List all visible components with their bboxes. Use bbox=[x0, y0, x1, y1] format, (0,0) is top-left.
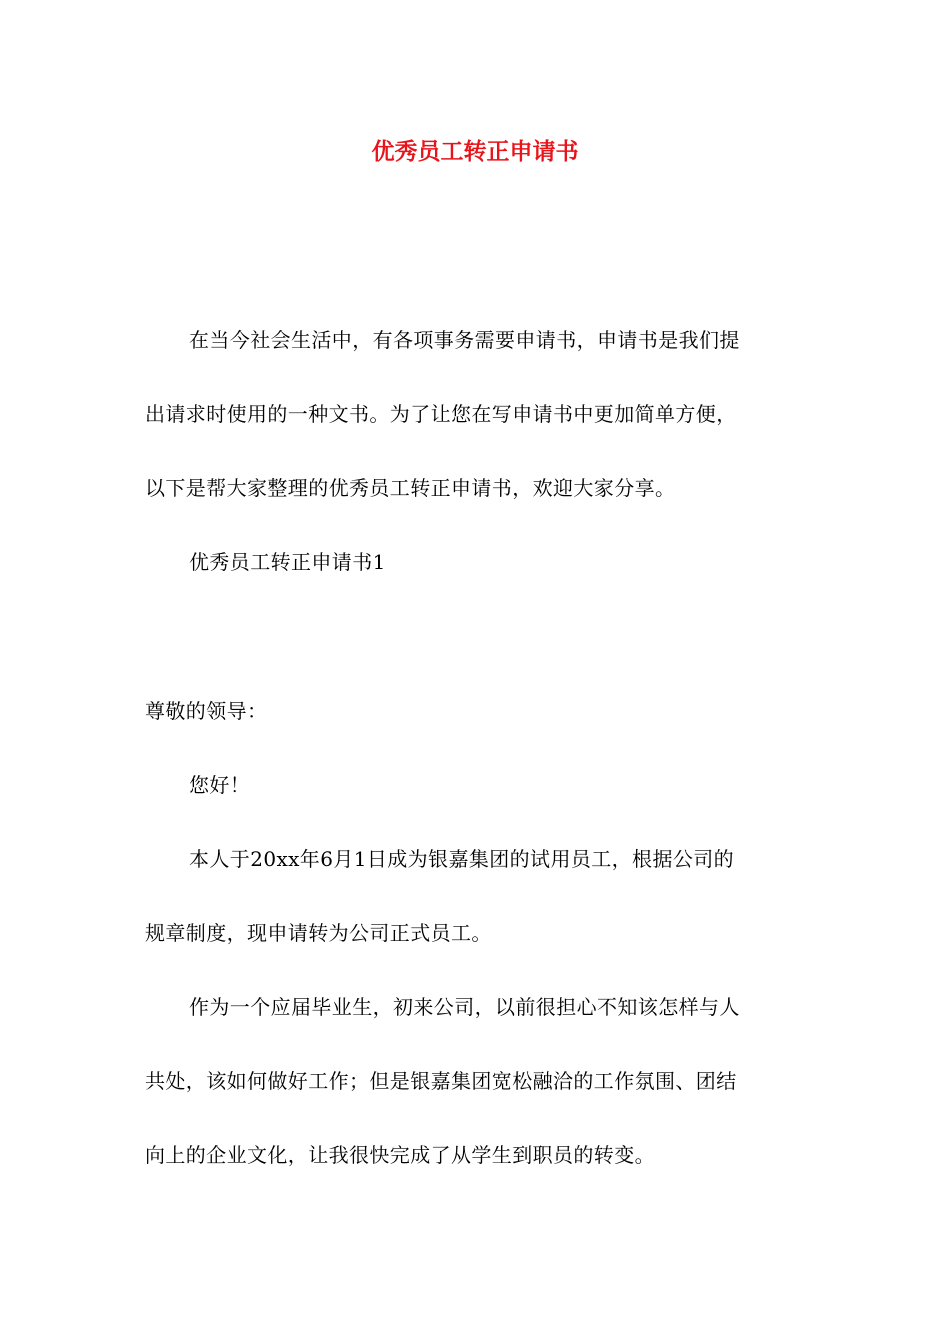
para2-line-3: 向上的企业文化，让我很快完成了从学生到职员的转变。 bbox=[145, 1143, 655, 1167]
document-title: 优秀员工转正申请书 bbox=[371, 139, 579, 165]
salutation: 尊敬的领导： bbox=[145, 699, 268, 723]
greeting: 您好！ bbox=[189, 773, 251, 797]
section-heading: 优秀员工转正申请书1 bbox=[189, 550, 386, 574]
intro-paragraph bbox=[145, 303, 807, 599]
letter-body bbox=[145, 674, 807, 1192]
para1-line-2: 规章制度，现申请转为公司正式员工。 bbox=[145, 921, 492, 945]
intro-line-3: 以下是帮大家整理的优秀员工转正申请书，欢迎大家分享。 bbox=[145, 476, 676, 500]
para1-line-1: 本人于20xx年6月1日成为银嘉集团的试用员工，根据公司的 bbox=[189, 847, 735, 871]
intro-line-2: 出请求时使用的一种文书。为了让您在写申请书中更加简单方便， bbox=[145, 402, 737, 426]
para2-line-2: 共处，该如何做好工作；但是银嘉集团宽松融洽的工作氛围、团结 bbox=[145, 1069, 737, 1093]
intro-line-1: 在当今社会生活中，有各项事务需要申请书，申请书是我们提 bbox=[189, 328, 740, 352]
para2-line-1: 作为一个应届毕业生，初来公司，以前很担心不知该怎样与人 bbox=[189, 995, 740, 1019]
